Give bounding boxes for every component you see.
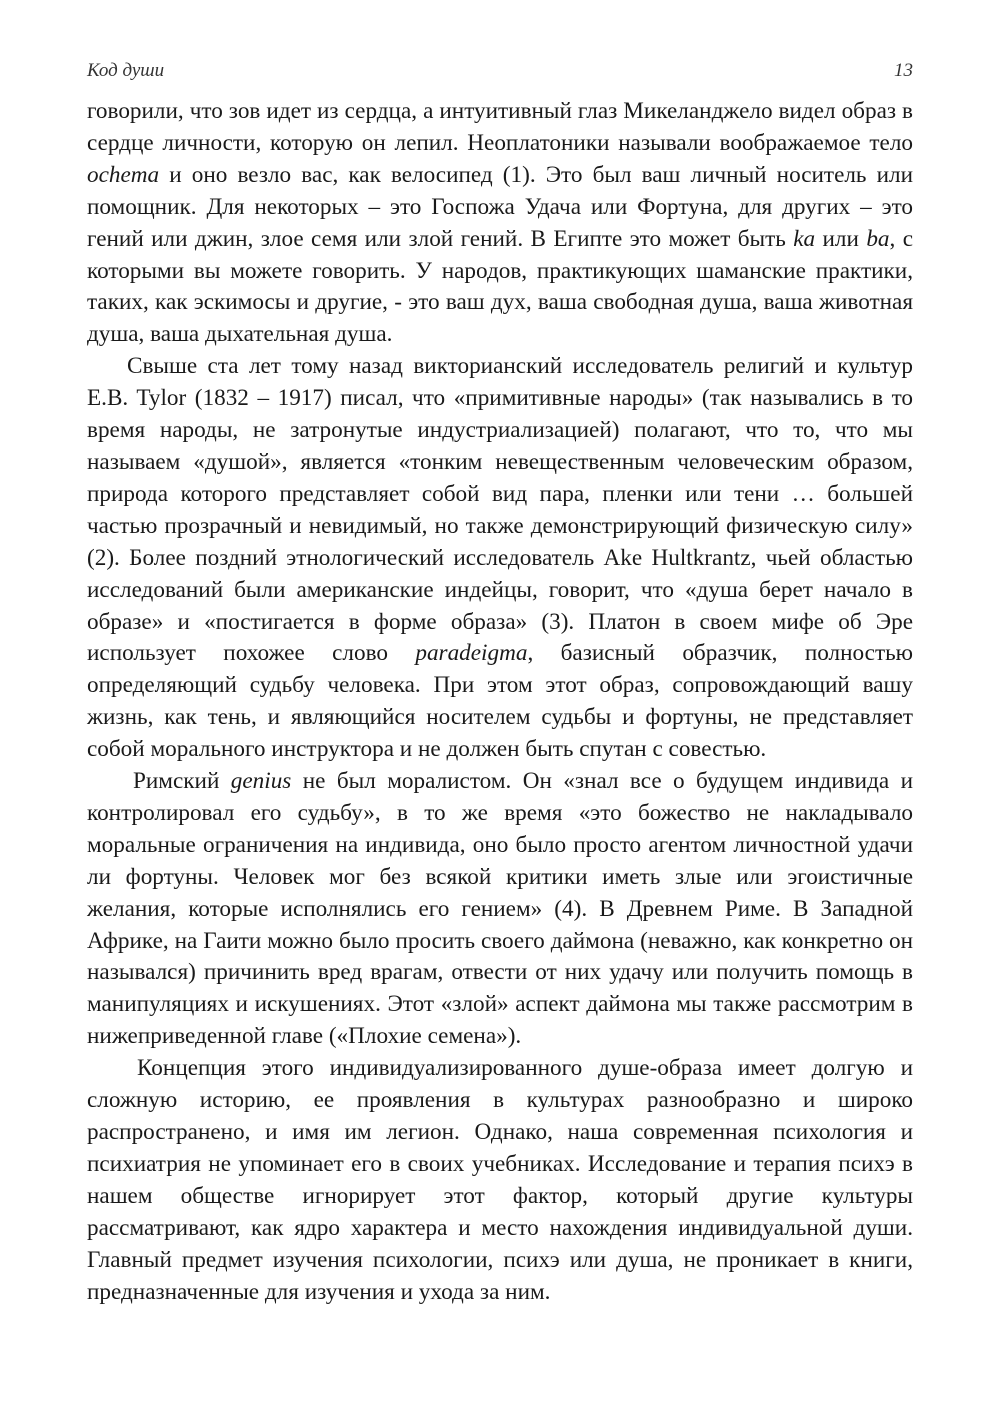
paragraph-text: Концепция этого индивидуализированного душе-образа имеет долгую и сложную историю, ее проявления в культурах разнообразно и широко распространено, и имя им легион. Однако, наша современная психология и психиатрия не упоминает его в своих учебниках. Исследование и терапия психэ в нашем обществе игнорирует этот фактор, который другие культуры рассматривают, как ядро характера и место нахождения индивидуальной души. Главный предмет изучения психологии, психэ или душа, не проникает в книги, предназначенные для изучения и ухода за ним. bbox=[87, 1055, 913, 1305]
paragraph-text: не был моралистом. Он «знал все о будущем индивида и контролировал его судьбу», в то же время «это божество не накладывало моральные ограничения на индивида, оно было просто агентом личностной удачи ли фортуны. Человек мог без всякой критики иметь злые или эгоистичные желания, которые исполнялись его гением» (4). В Древнем Риме. В Западной Африке, на Гаити можно было просить своего даймона (неважно, как конкретно он назывался) причинить вред врагам, отвести от них удачу или получить помощь в манипуляциях и искушениях. Этот «злой» аспект даймона мы также рассмотрим в нижеприведенной главе («Плохие семена»). bbox=[87, 768, 913, 1050]
paragraph-text: Римский bbox=[133, 768, 231, 795]
page-number: 13 bbox=[894, 60, 913, 81]
paragraph-text-italic: genius bbox=[230, 768, 292, 795]
paragraph-3 bbox=[87, 766, 913, 1053]
paragraph-1 bbox=[87, 96, 913, 351]
body-text bbox=[87, 96, 913, 1308]
paragraph-text-italic: ka bbox=[793, 225, 816, 252]
running-title: Код души bbox=[87, 60, 165, 81]
paragraph-text-italic: paradeigma bbox=[415, 640, 528, 667]
running-header bbox=[87, 60, 913, 88]
paragraph-text-italic: ba bbox=[866, 225, 890, 252]
paragraph-2 bbox=[87, 351, 913, 766]
paragraph-text: , базисный образчик, полностью определяющий судьбу человека. При этом этот образ, сопровождающий вашу жизнь, как тень, и являющийся носителем судьбы и фортуны, не представляет собой морального инструктора и не должен быть спутан с совестью. bbox=[87, 640, 913, 763]
paragraph-text-italic: ochema bbox=[87, 161, 160, 188]
paragraph-text: говорили, что зов идет из сердца, а интуитивный глаз Микеланджело видел образ в сердце личности, которую он лепил. Неоплатоники называли воображаемое тело bbox=[87, 98, 913, 156]
paragraph-text: Свыше ста лет тому назад викторианский исследователь религий и культур E.B. Tylor (1832 – 1917) писал, что «примитивные народы» (так назывались в то время народы, не затронутые индустриализацией) полагают, что то, что мы называем «душой», является «тонким невещественным человеческим образом, природа которого представляет собой вид пара, пленки или тени … большей частью прозрачный и невидимый, но также демонстрирующий физическую силу» (2). Более поздний этнологический исследователь Ake Hultkrantz, чьей областью исследований были американские индейцы, говорит, что «душа берет начало в образе» и «постигается в форме образа» (3). Платон в своем мифе об Эре использует похожее слово bbox=[87, 353, 913, 667]
paragraph-text: , с которыми вы можете говорить. У народов, практикующих шаманские практики, таких, как эскимосы и другие, - это ваш дух, ваша свободная душа, ваша животная душа, ваша дыхательная душа. bbox=[87, 225, 913, 348]
paragraph-text: и оно везло вас, как велосипед (1). Это был ваш личный носитель или помощник. Для некоторых – это Госпожа Удача или Фортуна, для других – это гений или джин, злое семя или злой гений. В Египте это может быть bbox=[87, 161, 913, 252]
paragraph-text: или bbox=[815, 225, 867, 252]
paragraph-4 bbox=[87, 1053, 913, 1308]
